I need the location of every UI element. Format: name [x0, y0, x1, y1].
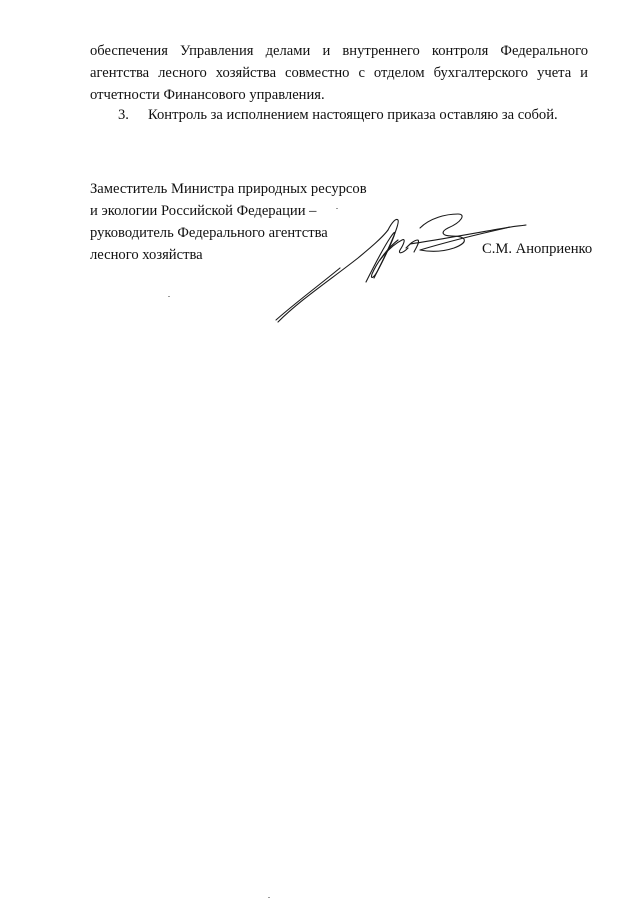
list-item-3 — [118, 104, 558, 126]
signer-name: С.М. Аноприенко — [482, 241, 593, 257]
position-line: и экологии Российской Федерации – — [90, 203, 317, 219]
paragraph-continuation — [90, 40, 588, 106]
scan-speck — [336, 208, 338, 209]
handwritten-signature-icon — [270, 200, 530, 330]
scan-speck — [168, 296, 170, 297]
position-line: лесного хозяйства — [90, 247, 203, 263]
list-item-number: 3. — [118, 107, 129, 123]
paragraph-line: обеспечения Управления делами и внутреннего контроля Федерального — [90, 43, 588, 59]
paragraph-line: отчетности Финансового управления. — [90, 87, 325, 103]
position-line: Заместитель Министра природных ресурсов — [90, 181, 367, 197]
scan-speck — [268, 897, 270, 898]
position-line: руководитель Федерального агентства — [90, 225, 328, 241]
list-item-text: Контроль за исполнением настоящего приказа оставляю за собой. — [148, 107, 558, 123]
paragraph-line: агентства лесного хозяйства совместно с отделом бухгалтерского учета и — [90, 65, 588, 81]
